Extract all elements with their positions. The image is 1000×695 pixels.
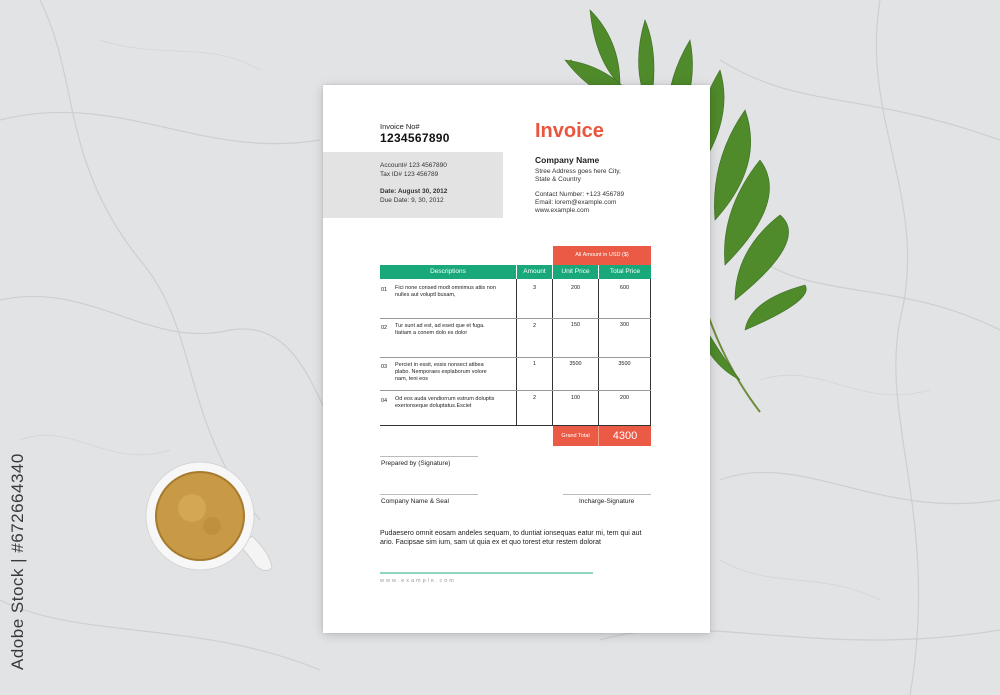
header-descriptions: Descriptions bbox=[380, 265, 516, 279]
row-number: 01 bbox=[381, 287, 388, 293]
row-description: Od eos auda vendiorrum estrum doluptis exerionseque doluptatus.Esciet bbox=[395, 396, 495, 409]
column-divider bbox=[650, 279, 651, 425]
row-total-price: 300 bbox=[619, 322, 630, 328]
footer-note: Pudaesero omnit eosam andeles sequam, to duntiat ionsequas eatur mi, tem qui aut ario. Facipsae sim ium, sam ut quia ex et quo torest etur restem dolorat bbox=[380, 530, 642, 546]
row-unit-price: 150 bbox=[570, 322, 581, 328]
grand-total-value: 4300 bbox=[612, 430, 638, 442]
currency-label: All Amount in USD ($) bbox=[553, 246, 651, 265]
invoice-dates bbox=[380, 188, 447, 205]
signature-line bbox=[563, 494, 651, 495]
stock-watermark bbox=[0, 440, 40, 680]
column-divider bbox=[552, 279, 553, 425]
row-description: Fici none consed modi omnimus atiis non nulles aut voluptl busam, bbox=[395, 285, 496, 298]
footer-url: www.example.com bbox=[380, 578, 456, 584]
account-number: Account# 123 4567890 bbox=[380, 162, 447, 169]
header-total-price: Total Price bbox=[599, 265, 651, 279]
invoice-document bbox=[323, 85, 710, 633]
company-seal-label: Company Name & Seal bbox=[381, 498, 449, 505]
address-line-2: State & Country bbox=[535, 176, 581, 183]
row-number: 04 bbox=[381, 398, 388, 404]
company-address bbox=[535, 168, 655, 184]
row-number: 03 bbox=[381, 364, 388, 370]
row-amount: 2 bbox=[532, 395, 537, 401]
account-info bbox=[380, 162, 447, 179]
signature-line bbox=[380, 456, 478, 457]
invoice-number: 1234567890 bbox=[380, 131, 450, 145]
row-divider bbox=[380, 357, 651, 358]
contact-website: www.example.com bbox=[535, 207, 590, 214]
invoice-number-label: Invoice No# bbox=[380, 122, 420, 131]
footer-line bbox=[380, 572, 593, 574]
company-name: Company Name bbox=[535, 155, 600, 165]
row-unit-price: 3500 bbox=[569, 361, 582, 367]
column-divider bbox=[598, 279, 599, 425]
due-date: Due Date: 9, 30, 2012 bbox=[380, 196, 444, 204]
row-description: Tur sunt ad est, ad esed que et fuga. Itatiam a conem dolo es dolor bbox=[395, 323, 485, 336]
row-amount: 1 bbox=[532, 361, 537, 367]
row-amount: 3 bbox=[532, 285, 537, 291]
row-amount: 2 bbox=[532, 323, 537, 329]
invoice-date: Date: August 30, 2012 bbox=[380, 188, 448, 195]
header-unit-price: Unit Price bbox=[553, 265, 598, 279]
grand-total-box bbox=[553, 426, 651, 446]
row-total-price: 3500 bbox=[618, 361, 631, 367]
row-unit-price: 200 bbox=[570, 285, 581, 291]
header-amount: Amount bbox=[517, 265, 552, 279]
address-line-1: Stree Address goes here City, bbox=[535, 168, 621, 175]
coffee-cup-decoration bbox=[140, 458, 280, 578]
column-divider bbox=[516, 279, 517, 425]
contact-number: Contact Number: +123 456789 bbox=[535, 191, 625, 198]
prepared-by-label: Prepared by (Signature) bbox=[381, 460, 451, 467]
company-contact bbox=[535, 191, 624, 215]
invoice-title: Invoice bbox=[535, 120, 604, 142]
row-description: Perciet in essit, essis nonsect atibea plabo. Nemporaes explaborum volore nam, teni eos bbox=[395, 362, 487, 382]
row-unit-price: 100 bbox=[570, 395, 581, 401]
signature-line bbox=[380, 494, 478, 495]
incharge-signature-label: Incharge-Signature bbox=[579, 498, 635, 505]
row-total-price: 200 bbox=[619, 395, 630, 401]
tax-id: Tax ID# 123 456789 bbox=[380, 170, 439, 178]
contact-email: Email: lorem@example.com bbox=[535, 199, 617, 206]
row-divider bbox=[380, 318, 651, 319]
grand-total-label: Grand Total bbox=[553, 426, 599, 446]
stock-watermark-text: Adobe Stock | #672664340 bbox=[8, 453, 27, 670]
row-number: 02 bbox=[381, 325, 388, 331]
row-total-price: 600 bbox=[619, 285, 630, 291]
table-header bbox=[380, 265, 651, 279]
row-divider bbox=[380, 390, 651, 391]
